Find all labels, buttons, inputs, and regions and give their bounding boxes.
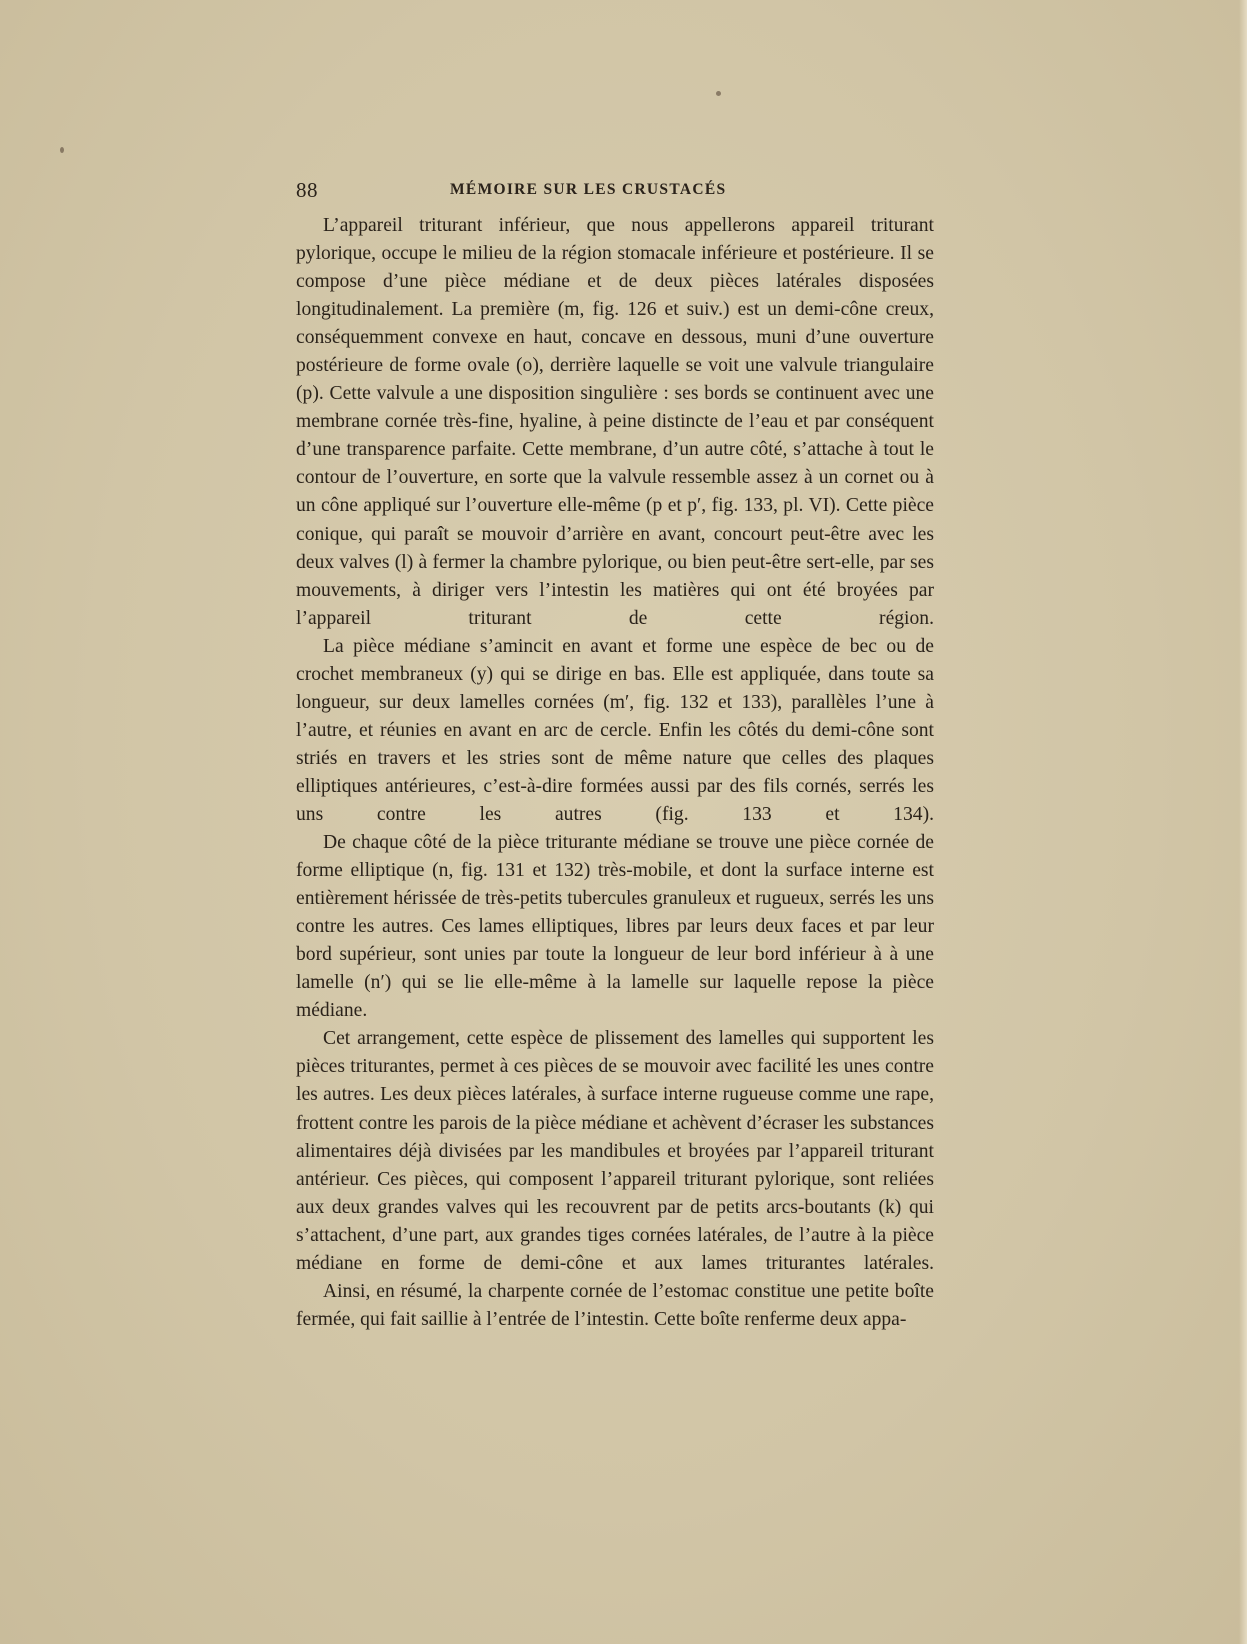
page-edge [1239,0,1247,1644]
paragraph: La pièce médiane s’amincit en avant et forme une espèce de bec ou de crochet membraneux (y) qui se dirige en bas. Elle est appliquée, dans toute sa longueur, sur deux lamelles cornées (m′, fig. 132 et 133), parallèles l’une à l’autre, et réunies en avant en arc de cercle. Enfin les côtés du demi-cône sont striés en travers et les stries sont de même nature que celles des plaques elliptiques antérieures, c’est-à-dire formées aussi par des fils cornés, serrés les uns contre les autres (fig. 133 et 134). [296,635,934,825]
body-text [296,212,934,1334]
page-number: 88 [296,178,318,202]
paragraph: De chaque côté de la pièce triturante médiane se trouve une pièce cornée de forme elliptique (n, fig. 131 et 132) très-mobile, et dont la surface interne est entièrement hérissée de très-petits tubercules granuleux et rugueux, serrés les uns contre les autres. Ces lames elliptiques, libres par leurs deux faces et par leur bord supérieur, sont unies par toute la longueur de leur bord inférieur à à une lamelle (n′) qui se lie elle-même à la lamelle sur laquelle repose la pièce médiane. [296,832,934,1022]
ink-speck [716,91,721,96]
running-head-title: MÉMOIRE SUR LES CRUSTACÉS [450,181,727,198]
paragraph: Cet arrangement, cette espèce de plissement des lamelles qui supportent les pièces triturantes, permet à ces pièces de se mouvoir avec facilité les unes contre les autres. Les deux pièces latérales, à surface interne rugueuse comme une rape, frottent contre les parois de la pièce médiane et achèvent d’écraser les substances alimentaires déjà divisées par les mandibules et broyées par l’appareil triturant antérieur. Ces pièces, qui composent l’appareil triturant pylorique, sont reliées aux deux grandes valves qui les recouvrent par de petits arcs-boutants (k) qui s’attachent, d’une part, aux grandes tiges cornées latérales, de l’autre à la pièce médiane en forme de demi-cône et aux lames triturantes latérales. [296,1028,934,1274]
ink-speck [60,147,64,153]
running-head [296,178,936,204]
paragraph: L’appareil triturant inférieur, que nous appellerons appareil triturant pylorique, occupe le milieu de la région stomacale inférieure et postérieure. Il se compose d’une pièce médiane et de deux pièces latérales disposées longitudinalement. La première (m, fig. 126 et suiv.) est un demi-cône creux, conséquemment convexe en haut, concave en dessous, muni d’une ouverture postérieure de forme ovale (o), derrière laquelle se voit une valvule triangulaire (p). Cette valvule a une disposition singulière : ses bords se continuent avec une membrane cornée très-fine, hyaline, à peine distincte de l’eau et par conséquent d’une transparence parfaite. Cette membrane, d’un autre côté, s’attache à tout le contour de l’ouverture, en sorte que la valvule ressemble assez à un cornet ou à un cône appliqué sur l’ouverture elle-même (p et p′, fig. 133, pl. VI). Cette pièce conique, qui paraît se mouvoir d’arrière en avant, concourt peut-être avec les deux valves (l) à fermer la chambre pylorique, ou bien peut-être sert-elle, par ses mouvements, à diriger vers l’intestin les matières qui ont été broyées par l’appareil triturant de cette région. [296,215,934,629]
paragraph: Ainsi, en résumé, la charpente cornée de l’estomac constitue une petite boîte fermée, qui fait saillie à l’entrée de l’intestin. Cette boîte renferme deux appa- [296,1280,934,1330]
